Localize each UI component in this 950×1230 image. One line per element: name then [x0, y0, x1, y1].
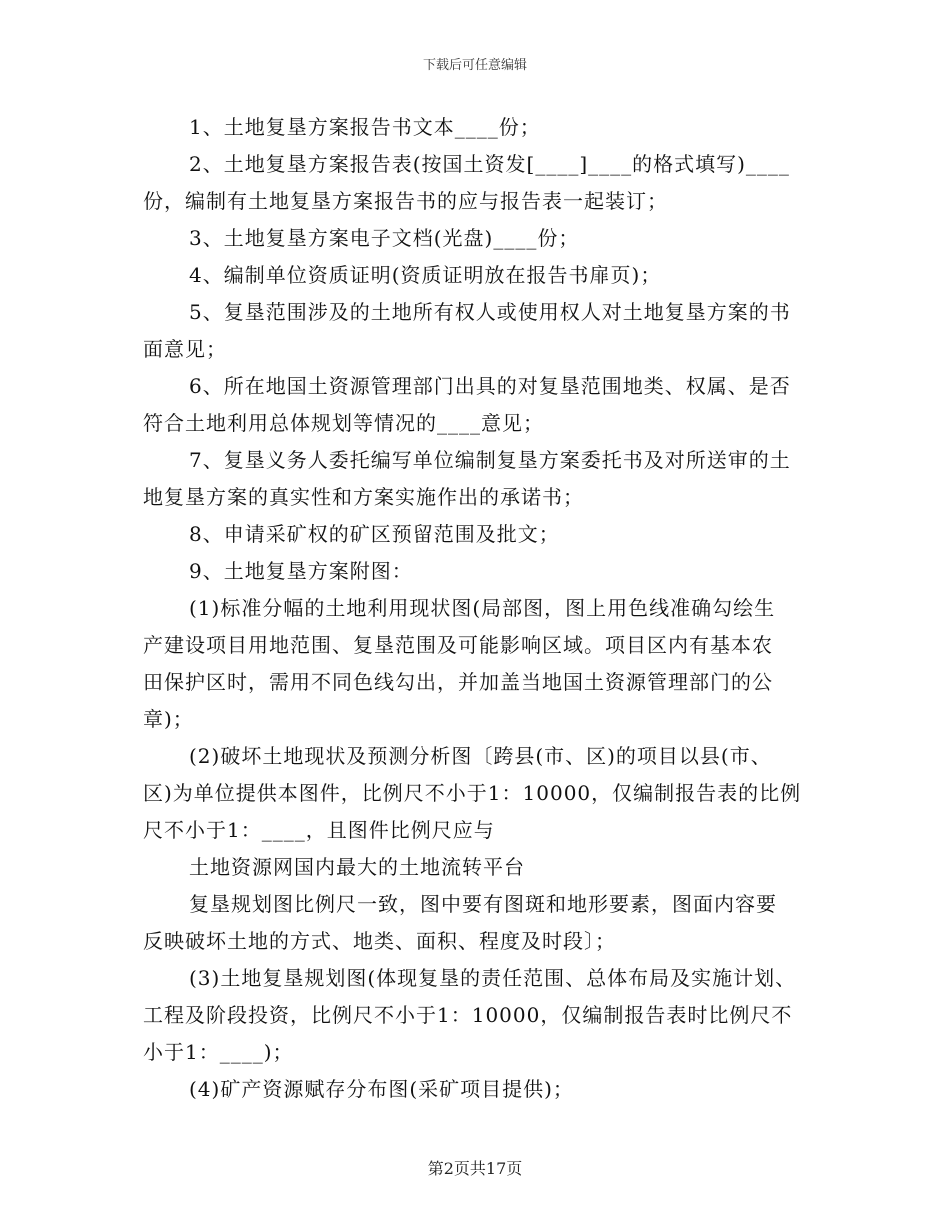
list-item-8: 8、申请采矿权的矿区预留范围及批文；: [189, 522, 560, 546]
page-footer: 第2页共17页: [427, 1159, 523, 1178]
sub-item-3: (3)土地复垦规划图(体现复垦的责任范围、总体布局及实施计划、: [189, 966, 797, 990]
list-item-6: 6、所在地国土资源管理部门出具的对复垦范围地类、权属、是否: [189, 374, 791, 398]
sub-item-1: (1)标准分幅的土地利用现状图(局部图，图上用色线准确勾绘生: [189, 596, 776, 620]
list-item-7: 7、复垦义务人委托编写单位编制复垦方案委托书及对所送审的土: [189, 448, 791, 472]
sub-item-1-cont-c: 章)；: [143, 707, 194, 731]
sub-item-2-cont-b: 尺不小于1：____，且图件比例尺应与: [143, 818, 495, 842]
sub-item-1-cont-a: 产建设项目用地范围、复垦范围及可能影响区域。项目区内有基本农: [143, 633, 773, 657]
list-item-6-cont: 符合土地利用总体规划等情况的____意见；: [143, 411, 544, 435]
list-item-5-cont: 面意见；: [143, 337, 227, 361]
list-item-2-cont: 份，编制有土地复垦方案报告书的应与报告表一起装订；: [143, 189, 668, 213]
list-item-9: 9、土地复垦方案附图：: [189, 559, 413, 583]
sub-item-4: (4)矿产资源赋存分布图(采矿项目提供)；: [189, 1077, 574, 1101]
document-body: [143, 109, 811, 1108]
list-item-2: 2、土地复垦方案报告表(按国土资发[____]____的格式填写)____: [189, 152, 790, 176]
sub-item-3-cont-a: 工程及阶段投资，比例尺不小于1：10000，仅编制报告表时比例尺不: [143, 1003, 793, 1027]
sub-item-2: (2)破坏土地现状及预测分析图〔跨县(市、区)的项目以县(市、: [189, 744, 772, 768]
sub-item-2-cont-c: 复垦规划图比例尺一致，图中要有图斑和地形要素，图面内容要: [189, 892, 777, 916]
list-item-1: 1、土地复垦方案报告书文本____份；: [189, 115, 541, 139]
sub-item-2-cont-d: 反映破坏土地的方式、地类、面积、程度及时段〕；: [143, 929, 616, 953]
sub-item-1-cont-b: 田保护区时，需用不同色线勾出，并加盖当地国土资源管理部门的公: [143, 670, 773, 694]
list-item-4: 4、编制单位资质证明(资质证明放在报告书扉页)；: [189, 263, 662, 287]
sub-item-2-cont-a: 区)为单位提供本图件，比例尺不小于1：10000，仅编制报告表的比例: [143, 781, 802, 805]
page-header: 下载后可任意编辑: [422, 58, 527, 73]
inserted-ad-line: 土地资源网国内最大的土地流转平台: [189, 855, 525, 879]
list-item-3: 3、土地复垦方案电子文档(光盘)____份；: [189, 226, 580, 250]
sub-item-3-cont-b: 小于1：____)；: [143, 1040, 294, 1064]
list-item-7-cont: 地复垦方案的真实性和方案实施作出的承诺书；: [143, 485, 584, 509]
list-item-5: 5、复垦范围涉及的土地所有权人或使用权人对土地复垦方案的书: [189, 300, 791, 324]
